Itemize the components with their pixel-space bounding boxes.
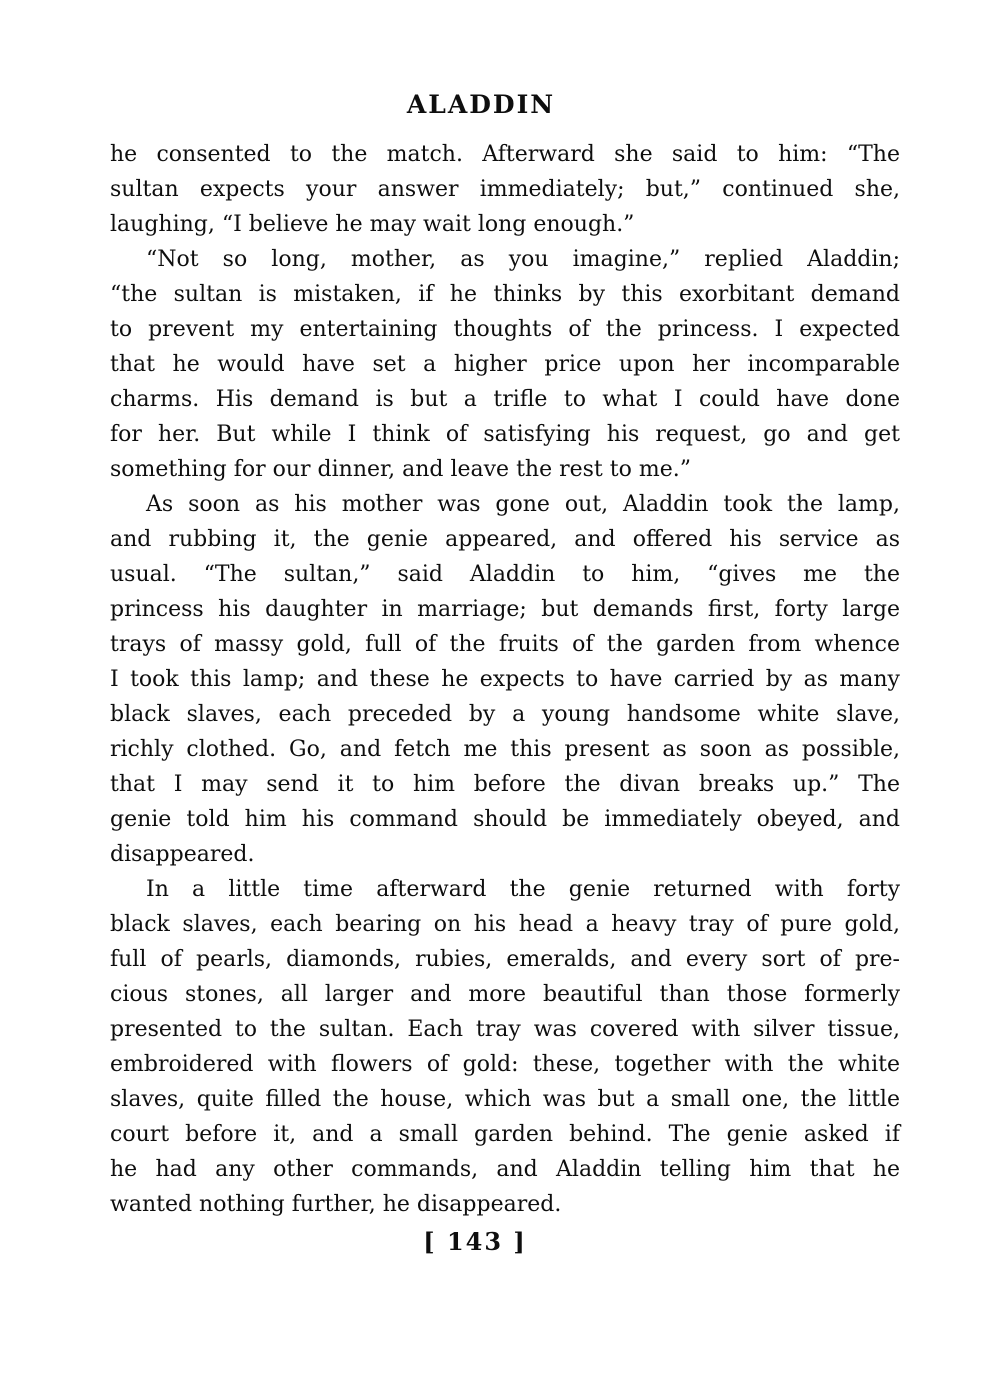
text-line: “Not so long, mother, as you imagine,” replied Aladdin;: [146, 247, 900, 272]
text-line: charms. His demand is but a trifle to what I could have done: [110, 387, 900, 412]
text-line: black slaves, each preceded by a young handsome white slave,: [110, 702, 900, 727]
text-line: to prevent my entertaining thoughts of the princess. I expected: [110, 317, 900, 342]
text-line: wanted nothing further, he disappeared.: [110, 1192, 562, 1217]
text-line: for her. But while I think of satisfying his request, go and get: [110, 422, 900, 447]
text-line: disappeared.: [110, 842, 255, 867]
text-line: sultan expects your answer immediately; but,” continued she,: [110, 177, 900, 202]
text-line: princess his daughter in marriage; but demands first, forty large: [110, 597, 900, 622]
text-line: court before it, and a small garden behind. The genie asked if: [110, 1122, 900, 1147]
text-line: richly clothed. Go, and fetch me this present as soon as possible,: [110, 737, 900, 762]
text-line: black slaves, each bearing on his head a heavy tray of pure gold,: [110, 912, 900, 937]
text-line: embroidered with flowers of gold: these, together with the white: [110, 1052, 900, 1077]
text-line: trays of massy gold, full of the fruits of the garden from whence: [110, 632, 900, 657]
text-line: usual. “The sultan,” said Aladdin to him, “gives me the: [110, 562, 900, 587]
text-line: that I may send it to him before the divan breaks up.” The: [110, 772, 900, 797]
text-line: that he would have set a higher price upon her incomparable: [110, 352, 900, 377]
page-body: [110, 137, 900, 1222]
text-line: In a little time afterward the genie returned with forty: [146, 877, 900, 902]
text-line: he consented to the match. Afterward she said to him: “The: [110, 142, 900, 167]
paragraph: [110, 137, 900, 242]
text-line: cious stones, all larger and more beautiful than those formerly: [110, 982, 900, 1007]
text-line: “the sultan is mistaken, if he thinks by this exorbitant demand: [110, 282, 900, 307]
paragraph: [110, 487, 900, 872]
text-line: something for our dinner, and leave the rest to me.”: [110, 457, 691, 482]
text-line: genie told him his command should be immediately obeyed, and: [110, 807, 900, 832]
text-line: he had any other commands, and Aladdin telling him that he: [110, 1157, 900, 1182]
paragraph: [110, 872, 900, 1222]
text-line: I took this lamp; and these he expects to have carried by as many: [110, 667, 900, 692]
text-line: full of pearls, diamonds, rubies, emeralds, and every sort of pre-: [110, 947, 900, 972]
page-number: [ 143 ]: [423, 1227, 527, 1256]
paragraph: [110, 242, 900, 487]
text-line: and rubbing it, the genie appeared, and offered his service as: [110, 527, 900, 552]
page-title: ALADDIN: [406, 90, 556, 119]
text-line: presented to the sultan. Each tray was covered with silver tissue,: [110, 1017, 900, 1042]
text-line: slaves, quite filled the house, which was but a small one, the little: [110, 1087, 900, 1112]
text-line: As soon as his mother was gone out, Aladdin took the lamp,: [146, 492, 900, 517]
text-line: laughing, “I believe he may wait long enough.”: [110, 212, 635, 237]
